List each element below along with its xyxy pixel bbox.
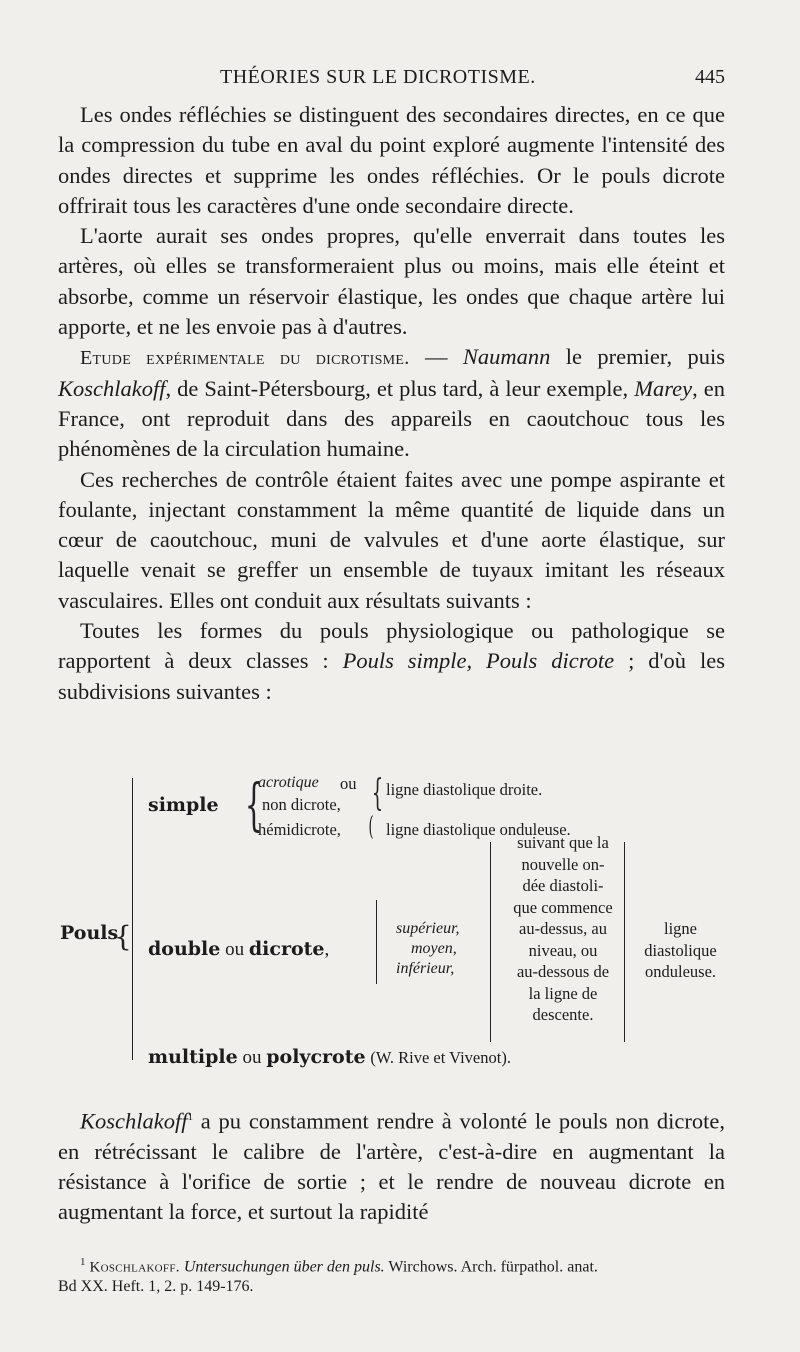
main-text bbox=[58, 100, 725, 707]
text-span: Toutes les formes du pouls physiologique ou pathologique se rapportent à deux classes : bbox=[58, 618, 725, 674]
author-koschlakoff-2: Koschlakoff bbox=[80, 1108, 188, 1134]
footnote-ref: 1 bbox=[187, 1111, 193, 1123]
multiple-source: (W. Rive et Vivenot). bbox=[370, 1048, 511, 1067]
result-line: diastolique bbox=[644, 940, 717, 960]
double-ou: ou bbox=[225, 939, 245, 960]
desc-line: niveau, ou bbox=[528, 940, 598, 960]
dash: — bbox=[409, 344, 463, 370]
result-line: onduleuse. bbox=[644, 962, 717, 981]
text-span: le premier, puis bbox=[550, 344, 725, 370]
desc-line: au-dessous de bbox=[516, 962, 610, 981]
multiple-label bbox=[148, 1046, 511, 1069]
paragraph-6 bbox=[58, 1102, 725, 1228]
simple-brace: { bbox=[244, 773, 263, 838]
desc-line: suivant que la bbox=[517, 833, 609, 852]
double-description bbox=[498, 832, 628, 1026]
author-naumann: Naumann bbox=[462, 344, 551, 370]
paragraph-4: Ces recherches de contrôle étaient faites avec une pompe aspirante et foulante, injectant constamment la même quantité de liquide dans un cœur de caoutchouc, muni de valvules et d'une aorte élastique, sur laquelle venait se greffer un ensemble de tuyaux imitant les réseaux vasculaires. Elles ont conduit aux résultats suivants : bbox=[58, 466, 725, 613]
desc-line: au-dessus, au bbox=[519, 919, 607, 938]
author-koschlakoff: Koschlakoff bbox=[58, 375, 166, 401]
multiple-ou: ou bbox=[242, 1047, 262, 1068]
running-title: THÉORIES SUR LE DICROTISME. bbox=[220, 66, 536, 88]
double-result bbox=[628, 918, 733, 983]
double-label bbox=[148, 938, 329, 961]
simple-brace-right-2: ( bbox=[368, 812, 374, 842]
paragraph-2: L'aorte aurait ses ondes propres, qu'elle enverrait dans toutes les artères, où elles se transformeraient plus ou moins, mais elle éteint et absorbe, comme un réservoir élastique, les ondes que chaque artère lui apporte, et ne les envoie pas à d'autres. bbox=[58, 223, 725, 340]
desc-line: dée diastoli- bbox=[522, 876, 604, 895]
double-moyen: moyen, bbox=[411, 940, 457, 957]
page-number: 445 bbox=[695, 66, 725, 88]
simple-ou: ou bbox=[340, 774, 357, 793]
result-line: ligne bbox=[664, 919, 697, 938]
section-heading: Etude expérimentale du dicrotisme. bbox=[80, 347, 410, 370]
root-bracket bbox=[132, 778, 133, 1060]
simple-acrotique: acrotique bbox=[258, 774, 319, 791]
main-text-continued bbox=[58, 1102, 725, 1228]
paragraph-1: Les ondes réfléchies se distinguent des secondaires directes, en ce que la compression du tube en aval du point exploré augmente l'intensité des ondes directes et supprime les ondes réfléchies. Or le pouls dicrote offrirait tous les caractères d'une onde secondaire directe. bbox=[58, 102, 725, 218]
pulse-classification bbox=[56, 770, 736, 1070]
double-position-bracket bbox=[376, 900, 377, 984]
comma: , bbox=[324, 939, 330, 960]
pulse-classes: Pouls simple, Pouls dicrote bbox=[342, 648, 615, 674]
double-desc-bracket bbox=[490, 842, 491, 1042]
multiple-word: multiple bbox=[148, 1046, 238, 1068]
double-inferieur: inférieur, bbox=[396, 960, 455, 977]
footnote-title: Untersuchungen über den puls. bbox=[183, 1258, 385, 1276]
paragraph-5 bbox=[58, 616, 725, 707]
desc-line: nouvelle on- bbox=[521, 854, 605, 874]
desc-line: la ligne de bbox=[528, 983, 598, 1003]
root-brace: { bbox=[114, 920, 132, 953]
root-label: Pouls bbox=[60, 922, 119, 944]
simple-brace-right: { bbox=[371, 773, 384, 814]
footnote-author: Koschlakoff. bbox=[89, 1259, 180, 1276]
footnote bbox=[58, 1252, 725, 1297]
double-result-bracket bbox=[624, 842, 625, 1042]
simple-label: simple bbox=[148, 794, 219, 816]
text-span: , en France, ont reproduit dans des appareils en caoutchouc tous les phénomènes de la circulation humaine. bbox=[58, 375, 725, 462]
text-span: a pu constamment rendre à volonté le pouls non dicrote, en rétrécissant le calibre de l'artère, c'est-à-dire en augmentant la résistance à l'orifice de sortie ; et le rendre de nouveau dicrote en augmentant la force, et surtout la rapidité bbox=[58, 1108, 725, 1225]
footnote-line-2: Bd XX. Heft. 1, 2. p. 149-176. bbox=[58, 1278, 254, 1296]
footnote-line-1 bbox=[80, 1252, 725, 1277]
page-header bbox=[60, 66, 725, 96]
footnote-mark: 1 bbox=[80, 1256, 86, 1268]
simple-non-dicrote: non dicrote, bbox=[262, 795, 341, 814]
simple-hemidicrote: hémidicrote, bbox=[258, 820, 341, 839]
text-span: ; d'où les subdivisions suivantes : bbox=[58, 648, 725, 704]
double-superieur: supérieur, bbox=[396, 920, 460, 937]
desc-line: descente. bbox=[532, 1005, 594, 1024]
dicrote-word: dicrote bbox=[248, 938, 325, 960]
double-word: double bbox=[148, 938, 221, 960]
desc-line: que commence bbox=[513, 897, 613, 917]
footnote-source: Wirchows. Arch. fürpathol. anat. bbox=[384, 1258, 598, 1276]
paragraph-3 bbox=[58, 342, 725, 464]
polycrote-word: polycrote bbox=[266, 1046, 366, 1068]
simple-desc-2: ligne diastolique onduleuse. bbox=[386, 820, 571, 839]
simple-desc-1: ligne diastolique droite. bbox=[386, 780, 543, 799]
author-marey: Marey bbox=[634, 375, 693, 401]
text-span: , de Saint-Pétersbourg, et plus tard, à leur exemple, bbox=[165, 375, 635, 401]
